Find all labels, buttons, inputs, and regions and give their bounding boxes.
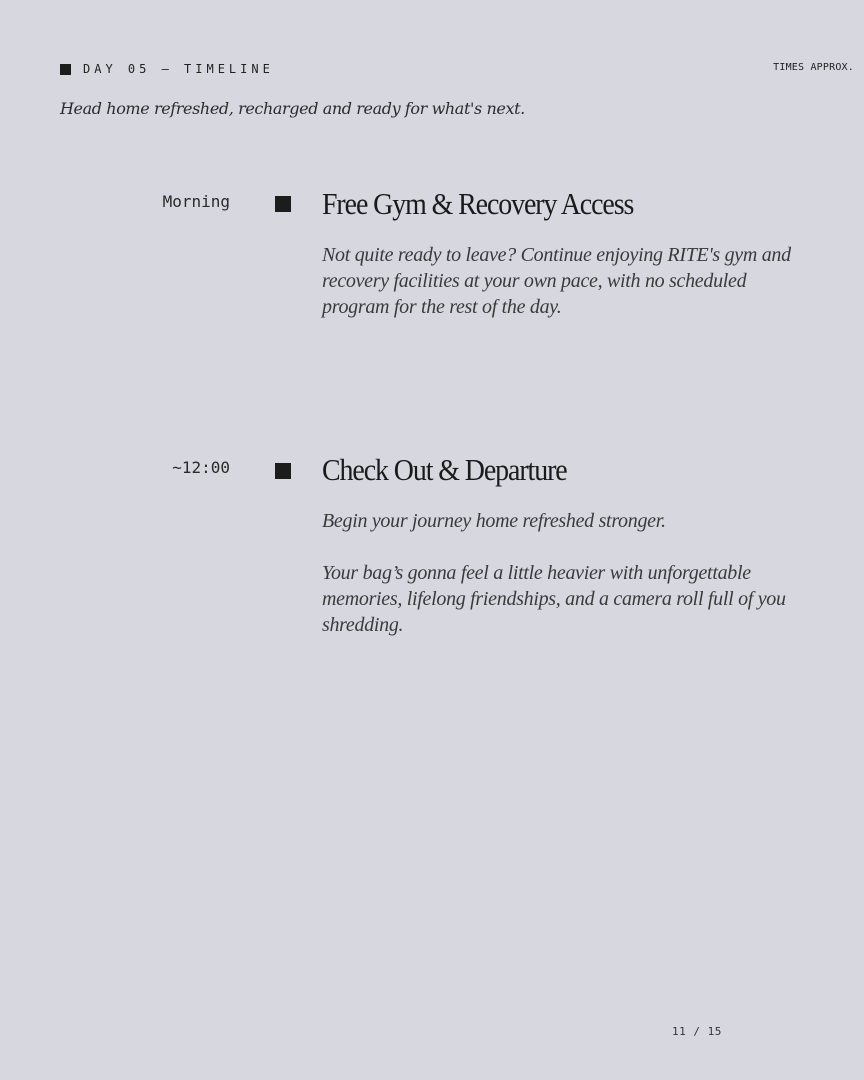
times-note: TIMES APPROX. [773,62,854,73]
page-number: 11 / 15 [672,1025,722,1038]
square-marker-icon [275,196,291,212]
entry-paragraph: Your bag’s gonna feel a little heavier with unforgettable memories, lifelong friendships, and a camera roll full of you shredding. [322,562,786,636]
entry-paragraph: Not quite ready to leave? Continue enjoying RITE's gym and recovery facilities at your own pace, with no scheduled program for the rest of the day. [322,244,791,318]
entry-time: Morning [162,192,230,211]
entry-description [322,508,812,638]
square-bullet-icon [60,64,71,75]
section-label-text: DAY 05 — TIMELINE [83,62,274,76]
entry-title: Free Gym & Recovery Access [322,186,634,221]
entry-paragraph: Begin your journey home refreshed stronger. [322,510,666,532]
intro-text: Head home refreshed, recharged and ready for what's next. [60,99,525,118]
square-marker-icon [275,463,291,479]
entry-description [322,242,812,320]
entry-time: ~12:00 [172,458,230,477]
entry-title: Check Out & Departure [322,452,567,487]
section-label [60,62,274,76]
